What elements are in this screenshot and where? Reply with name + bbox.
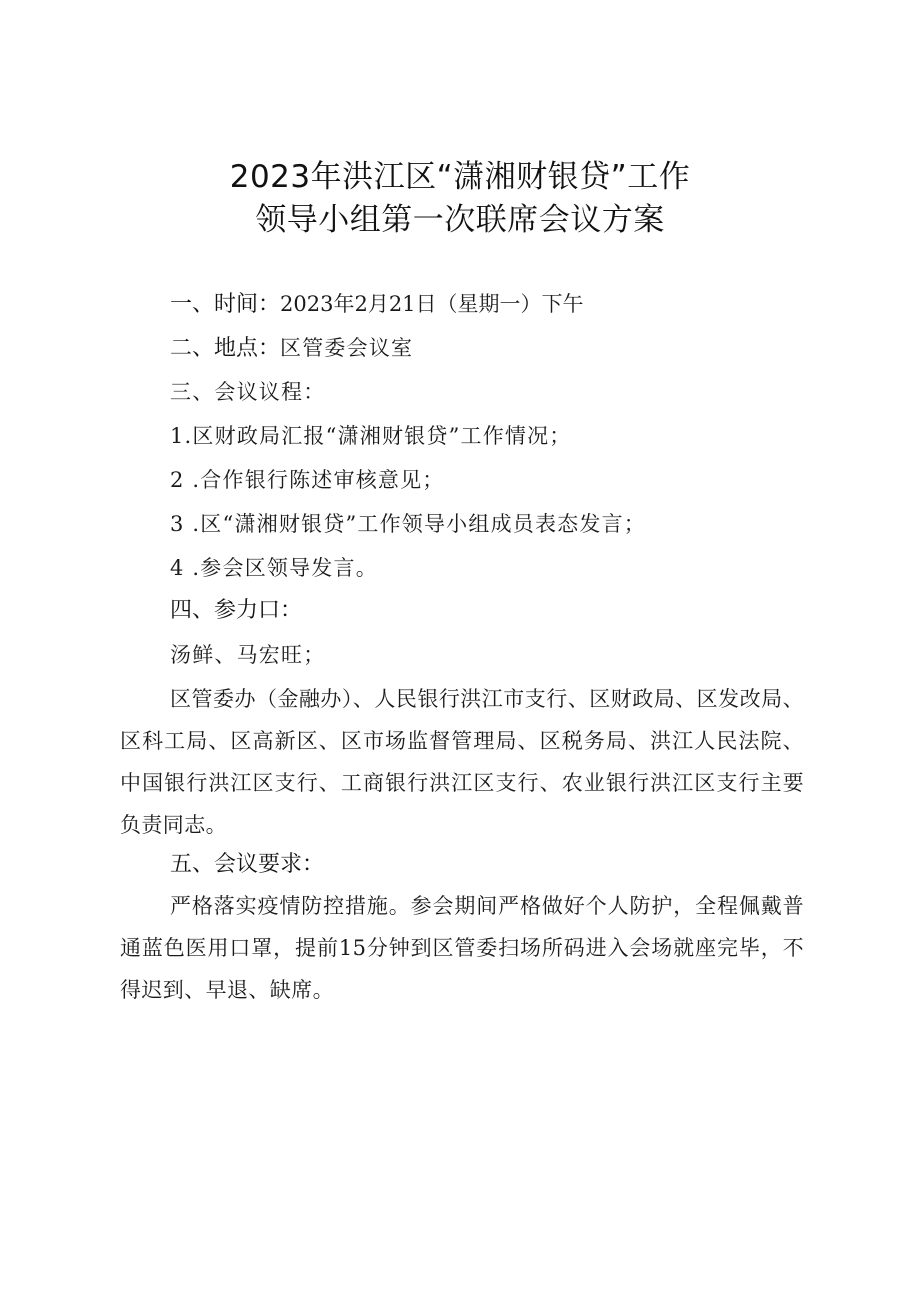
time-label: 一、时间： <box>170 292 281 317</box>
attendees-leaders: 汤鲜、马宏旺； <box>170 643 326 667</box>
requirements-heading: 五、会议要求： <box>170 852 325 877</box>
location-value: 区管委会议室 <box>280 336 414 360</box>
time-value: 2023年2月21日（星期一）下午 <box>280 292 584 316</box>
agenda-item-3: 3 .区“潇湘财银贷”工作领导小组成员表态发言； <box>170 512 646 536</box>
location-row <box>170 333 413 364</box>
agenda-item-4: 4 .参会区领导发言。 <box>170 556 378 580</box>
location-label: 二、地点： <box>170 336 281 361</box>
agenda-item-2: 2 .合作银行陈述审核意见； <box>170 468 445 492</box>
agenda-heading: 三、会议议程： <box>170 380 326 404</box>
attendees-heading: 四、参力口： <box>170 598 303 623</box>
agenda-item-1: 1.区财政局汇报“潇湘财银贷”工作情况； <box>170 424 572 448</box>
attendees-units: 区管委办（金融办）、人民银行洪江市支行、区财政局、区发改局、区科工局、区高新区、区市场监督管理局、区税务局、洪江人民法院、中国银行洪江区支行、工商银行洪江区支行、农业银行洪江区支行主要负责同志。 <box>120 687 804 837</box>
document-title-line-1: 2023年洪江区“潇湘财银贷”工作 <box>229 159 691 195</box>
document-title-line-2: 领导小组第一次联席会议方案 <box>255 202 665 238</box>
time-row <box>170 289 584 320</box>
requirements-text: 严格落实疫情防控措施。参会期间严格做好个人防护，全程佩戴普通蓝色医用口罩，提前15分钟到区管委扫场所码进入会场就座完毕，不得迟到、早退、缺席。 <box>120 894 804 1002</box>
